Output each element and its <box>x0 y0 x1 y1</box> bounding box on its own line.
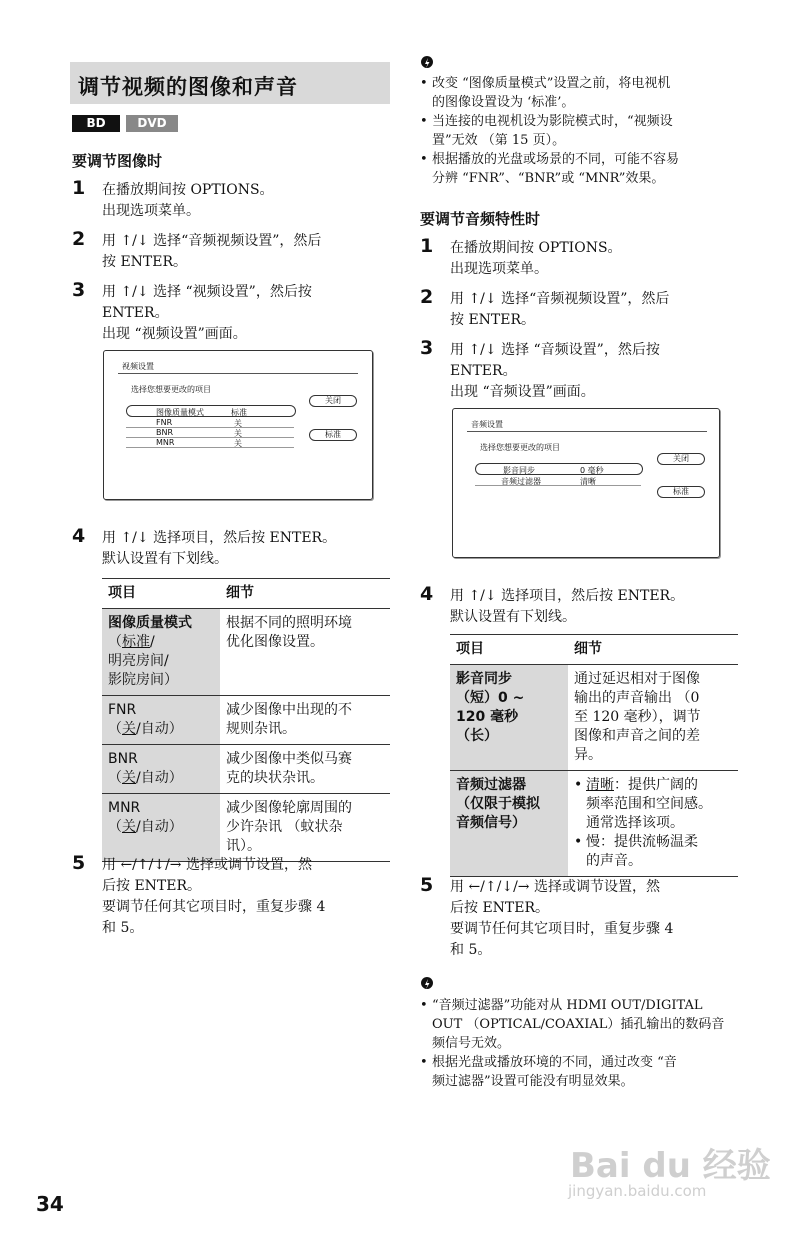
right-step-4-num: 4 <box>420 583 434 605</box>
table-row: 影音同步 （短）0 ~ 120 毫秒 （长） 通过延迟相对于图像 输出的声音输出 （0 至 120 毫秒），调节 图像和声音之间的差 异。 <box>450 665 738 771</box>
tip-item: • 改变 “图像质量模式”设置之前，将电视机 的图像设置设为 ‘标准’。 <box>420 74 740 112</box>
col-header-item: 项目 <box>102 579 220 609</box>
tip-item: • “音频过滤器”功能对从 HDMI OUT/DIGITAL OUT （OPTICAL/COAXIAL）插孔输出的数码音 频信号无效。 <box>420 996 750 1053</box>
screen-row-name[interactable]: 音频过滤器 <box>501 477 541 486</box>
left-step-5-num: 5 <box>72 852 86 874</box>
row-divider <box>126 447 294 448</box>
screen-divider <box>467 431 707 432</box>
right-step-5: 用 ←/↑/↓/→ 选择或调节设置，然 后按 ENTER。 要调节任何其它项目时，重复步骤 4 和 5。 <box>450 879 674 958</box>
table-row: 音频过滤器 （仅限于模拟 音频信号） • 清晰：提供广阔的 频率范围和空间感。 通常选择该项。 • 慢：提供流畅温柔 的声音。 <box>450 771 738 877</box>
right-step-5-num: 5 <box>420 874 434 896</box>
screen-row-value: 标准 <box>231 408 247 417</box>
right-step-4: 用 ↑/↓ 选择项目，然后按 ENTER。 默认设置有下划线。 <box>450 588 685 625</box>
screen-title: 音频设置 <box>471 420 503 429</box>
left-step-1-num: 1 <box>72 177 86 199</box>
tips-top <box>420 74 740 188</box>
tip-icon <box>420 976 434 992</box>
screen-prompt: 选择您想要更改的项目 <box>131 385 211 394</box>
right-step-3-num: 3 <box>420 337 434 359</box>
audio-settings-table <box>450 634 738 877</box>
row-divider <box>126 427 294 428</box>
standard-button[interactable]: 标准 <box>657 486 705 498</box>
row-divider <box>475 485 641 486</box>
screen-row-value: 清晰 <box>580 477 596 486</box>
watermark-url: jingyan.baidu.com <box>568 1182 707 1200</box>
left-step-5: 用 ←/↑/↓/→ 选择或调节设置，然 后按 ENTER。 要调节任何其它项目时，重复步骤 4 和 5。 <box>102 857 326 936</box>
left-step-2: 用 ↑/↓ 选择“音频视频设置”，然后 按 ENTER。 <box>102 233 322 270</box>
table-row: FNR （关/自动） 减少图像中出现的不 规则杂讯。 <box>102 696 390 745</box>
col-header-item: 项目 <box>450 635 568 665</box>
left-step-4: 用 ↑/↓ 选择项目，然后按 ENTER。 默认设置有下划线。 <box>102 530 337 567</box>
screen-prompt: 选择您想要更改的项目 <box>480 443 560 452</box>
screen-row-name[interactable]: FNR <box>156 418 173 427</box>
tip-item: • 根据播放的光盘或场景的不同，可能不容易 分辨 “FNR”、“BNR”或 “MNR”效果。 <box>420 150 740 188</box>
bd-badge: BD <box>72 115 120 132</box>
screen-row-value: 关 <box>234 429 242 438</box>
screen-row-name[interactable]: MNR <box>156 438 175 447</box>
section-title-bar <box>70 62 390 104</box>
screen-row-value: 0 毫秒 <box>580 466 604 475</box>
screen-title: 视频设置 <box>122 362 154 371</box>
col-header-detail: 细节 <box>220 579 390 609</box>
selected-row-highlight <box>475 463 643 475</box>
left-step-4-num: 4 <box>72 525 86 547</box>
right-step-1-num: 1 <box>420 235 434 257</box>
right-step-3: 用 ↑/↓ 选择 “音频设置”，然后按 ENTER。 出现 “音频设置”画面。 <box>450 342 660 400</box>
screen-divider <box>118 373 358 374</box>
video-settings-screen <box>103 350 373 500</box>
right-subhead: 要调节音频特性时 <box>420 210 541 228</box>
page-number: 34 <box>36 1192 64 1216</box>
right-step-2: 用 ↑/↓ 选择“音频视频设置”，然后 按 ENTER。 <box>450 291 670 328</box>
video-settings-table <box>102 578 390 862</box>
left-step-3: 用 ↑/↓ 选择 “视频设置”，然后按 ENTER。 出现 “视频设置”画面。 <box>102 284 312 342</box>
row-divider <box>126 437 294 438</box>
tip-item: • 根据光盘或播放环境的不同，通过改变 “音 频过滤器”设置可能没有明显效果。 <box>420 1053 750 1091</box>
screen-row-name[interactable]: 影音同步 <box>503 466 535 475</box>
left-subhead: 要调节图像时 <box>72 152 163 170</box>
tip-item: • 当连接的电视机设为影院模式时，“视频设 置”无效 （第 15 页）。 <box>420 112 740 150</box>
table-row: BNR （关/自动） 减少图像中类似马赛 克的块状杂讯。 <box>102 745 390 794</box>
close-button[interactable]: 关闭 <box>657 453 705 465</box>
right-step-1: 在播放期间按 OPTIONS。 出现选项菜单。 <box>450 240 622 277</box>
right-step-2-num: 2 <box>420 286 434 308</box>
screen-row-name[interactable]: BNR <box>156 428 174 437</box>
tip-icon <box>420 55 434 71</box>
standard-button[interactable]: 标准 <box>309 429 357 441</box>
page-title: 调节视频的图像和声音 <box>78 75 298 99</box>
left-step-2-num: 2 <box>72 228 86 250</box>
left-step-1: 在播放期间按 OPTIONS。 出现选项菜单。 <box>102 182 274 219</box>
screen-row-value: 关 <box>234 419 242 428</box>
selected-row-highlight <box>126 405 296 417</box>
screen-row-name[interactable]: 图像质量模式 <box>156 408 204 417</box>
watermark-logo: Bai du 经验 <box>570 1146 771 1186</box>
table-row: 图像质量模式 （标准/ 明亮房间/ 影院房间） 根据不同的照明环境 优化图像设置。 <box>102 609 390 696</box>
dvd-badge: DVD <box>126 115 178 132</box>
tips-bottom <box>420 996 750 1091</box>
screen-row-value: 关 <box>234 439 242 448</box>
col-header-detail: 细节 <box>568 635 738 665</box>
close-button[interactable]: 关闭 <box>309 395 357 407</box>
left-step-3-num: 3 <box>72 279 86 301</box>
audio-settings-screen <box>452 408 720 558</box>
table-row: MNR （关/自动） 减少图像轮廓周围的 少许杂讯 （蚊状杂 讯）。 <box>102 794 390 862</box>
